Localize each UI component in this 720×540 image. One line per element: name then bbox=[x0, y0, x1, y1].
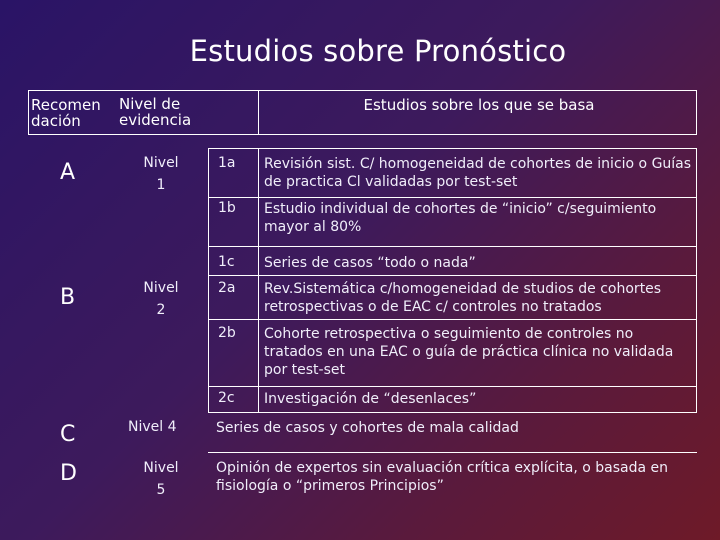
table-divider bbox=[208, 275, 697, 276]
study-description: Investigación de “desenlaces” bbox=[264, 391, 477, 407]
study-description: Estudio individual de cohortes de “inicio” c/seguimiento mayor al 80% bbox=[264, 201, 657, 235]
study-description: Series de casos “todo o nada” bbox=[264, 255, 476, 271]
study-code: 2c bbox=[218, 390, 235, 406]
table-divider bbox=[208, 197, 697, 198]
level-2: Nivel 2 bbox=[143, 280, 179, 318]
header-recommendation: Recomen dación bbox=[31, 96, 101, 130]
study-code: 1b bbox=[218, 200, 236, 216]
level-5: Nivel 5 bbox=[143, 460, 179, 498]
study-code: 2a bbox=[218, 280, 236, 296]
table-divider bbox=[208, 386, 697, 387]
table-divider bbox=[696, 148, 697, 413]
table-divider bbox=[208, 452, 697, 453]
study-code: 1a bbox=[218, 155, 236, 171]
table-divider bbox=[258, 90, 259, 134]
level-1: Nivel 1 bbox=[143, 155, 179, 193]
table-divider bbox=[208, 412, 697, 413]
study-description: Cohorte retrospectiva o seguimiento de controles no tratados en una EAC o guía de práctica clínica no validada por test-set bbox=[264, 326, 674, 378]
table-divider bbox=[208, 246, 697, 247]
table-divider bbox=[258, 134, 697, 135]
table-divider bbox=[28, 90, 697, 91]
header-evidence-level: Nivel de evidencia bbox=[119, 95, 192, 129]
study-description: Revisión sist. C/ homogeneidad de cohortes de inicio o Guías de practica Cl validadas por test-set bbox=[264, 156, 692, 190]
grade-c: C bbox=[60, 422, 76, 447]
table-divider bbox=[696, 90, 697, 134]
study-code: 2b bbox=[218, 325, 236, 341]
grade-a: A bbox=[60, 160, 76, 185]
table-divider bbox=[208, 148, 209, 413]
table-divider bbox=[28, 90, 29, 134]
grade-d: D bbox=[60, 461, 77, 486]
table-divider bbox=[258, 148, 259, 413]
level-5-description: Opinión de expertos sin evaluación crítica explícita, o basada en fisiología o “primeros Principios” bbox=[216, 460, 668, 494]
table-divider bbox=[208, 148, 697, 149]
study-description: Rev.Sistemática c/homogeneidad de studios de cohortes retrospectivas o de EAC c/ controles no tratados bbox=[264, 281, 662, 315]
slide-title: Estudios sobre Pronóstico bbox=[189, 34, 567, 68]
grade-b: B bbox=[60, 285, 76, 310]
level-4: Nivel 4 bbox=[128, 419, 177, 435]
level-4-description: Series de casos y cohortes de mala calidad bbox=[216, 420, 519, 436]
table-divider bbox=[28, 134, 259, 135]
study-code: 1c bbox=[218, 254, 235, 270]
table-divider bbox=[208, 319, 697, 320]
header-studies: Estudios sobre los que se basa bbox=[363, 96, 595, 114]
